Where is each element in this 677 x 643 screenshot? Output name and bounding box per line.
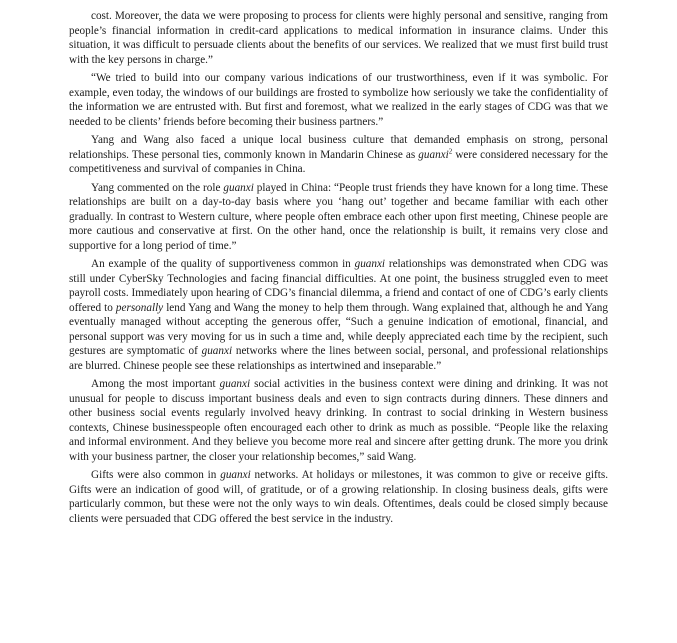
paragraph (69, 377, 608, 464)
italic-term: guanxi (418, 148, 449, 161)
italic-term: guanxi (223, 181, 254, 194)
text-run: Among the most important (91, 378, 220, 390)
italic-term: personally (115, 301, 164, 314)
italic-term: guanxi (219, 378, 251, 390)
text-run: Yang commented on the role (91, 181, 224, 194)
italic-term: guanxi (354, 258, 386, 270)
text-run: networks where the lines between social, personal, and professional relationships are blurred. Chinese people see these relationships as intertwined and inseparable.” (69, 345, 608, 372)
italic-term: guanxi (220, 469, 251, 481)
text-run: Gifts were also common in (91, 469, 221, 481)
text-run: lend Yang and Wang the money to help them through. Wang explained that, although he and Yang eventually managed without accepting the generous offer, “Such a genuine indication of emotional, financial, and personal support was very moving for us in such a time and, while deeply appreciated each time by the recipient, such gestures are symptomatic of (69, 301, 608, 357)
italic-term: guanxi (201, 345, 233, 357)
paragraph (69, 257, 608, 373)
text-run: “We tried to build into our company various indications of our trustworthiness, even if it was symbolic. For example, even today, the windows of our buildings are frosted to symbolize how seriously we take the confidentiality of the information we are entrusted with. But first and foremost, what we realized in the early stages of CDG was that we needed to be clients’ friends before becoming their business partners.” (69, 72, 608, 128)
text-run: networks. At holidays or milestones, it was common to give or receive gifts. Gifts were an indication of good will, of gratitude, or of a growing relationship. In closing business deals, gifts were particularly common, but these were not the only ways to win deals. Oftentimes, deals could be closed simply because clients were persuaded that CDG offered the best service in the industry. (69, 469, 608, 525)
text-run: played in China: “People trust friends they have known for a long time. These relationships are built on a day-to-day basis where you ‘hang out’ together and became familiar with each other gradually. In contrast to Western culture, where people often embrace each other upon first meeting, Chinese people are more cautious and conservative at first. On the other hand, once the relationship is built, it remains very close and supportive for a long period of time.” (69, 181, 608, 252)
paragraph (69, 9, 608, 67)
paragraph (69, 71, 608, 129)
document-body (69, 9, 608, 530)
text-run: Yang and Wang also faced a unique local business culture that demanded emphasis on strong, personal relationships. These personal ties, commonly known in Mandarin Chinese as (69, 134, 608, 161)
paragraph (69, 181, 608, 254)
text-run: were considered necessary for the competitiveness and survival of companies in China. (69, 148, 608, 175)
text-run: relationships was demonstrated when CDG was still under CyberSky Technologies and facing financial difficulties. At one point, the business struggled even to meet payroll costs. Immediately upon hearing of CDG’s financial dilemma, a friend and contact of one of CDG’s early clients offered to (69, 258, 609, 314)
text-run: cost. Moreover, the data we were proposing to process for clients were highly personal and sensitive, ranging from people’s financial information in credit-card applications to medical information in insurance claims. Under this situation, it was difficult to persuade clients about the benefits of our services. We realized that we must first build trust with the key persons in charge.” (69, 10, 608, 66)
paragraph (69, 133, 608, 177)
text-run: social activities in the business context were dining and drinking. It was not unusual for people to discuss important business deals and even to sign contracts during dinners. These dinners and other business social events regularly involved heavy drinking. In contrast to social drinking in Western business contexts, Chinese businesspeople often encouraged each other to drink as much as possible. “People like the relaxing and informal environment. And they believe you become more real and sincere after getting drunk. The more you drink with your business partner, the closer your relationship becomes,” said Wang. (69, 378, 608, 463)
text-run: An example of the quality of supportiveness common in (91, 258, 355, 270)
paragraph (69, 468, 608, 526)
footnote-marker: 2 (448, 146, 453, 155)
